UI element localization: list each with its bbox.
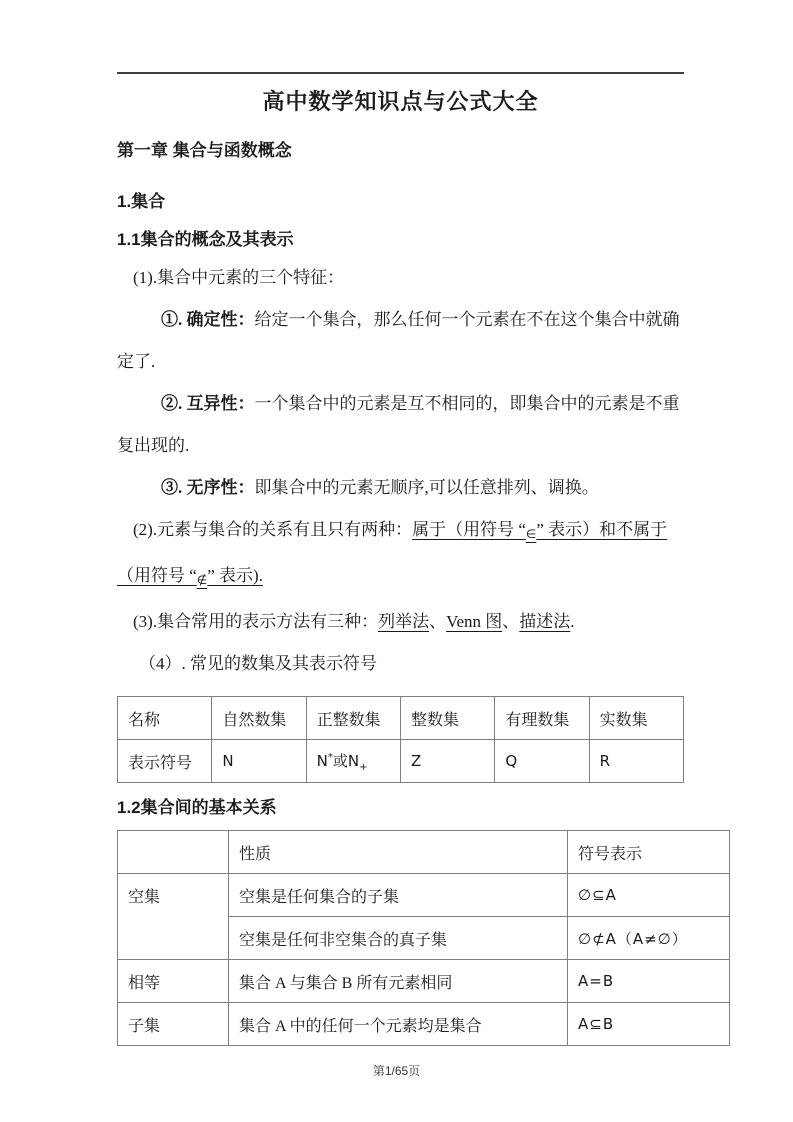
paragraph — [117, 257, 684, 299]
text-segment: ③. 无序性： — [161, 478, 255, 497]
text-segment: 即集合中的元素无顺序,可以任意排列、调换。 — [254, 478, 599, 497]
table-header-cell — [118, 831, 229, 874]
paragraph — [117, 467, 684, 509]
text-segment: 给定一个集合，那么任何一个元素在不在这个集合中就确定了. — [117, 310, 680, 371]
text-segment: 属于（用符号 “ — [412, 520, 526, 539]
table-row — [118, 874, 730, 917]
paragraph — [117, 299, 684, 383]
set-relations-table — [117, 830, 730, 1046]
text-segment: 或N — [332, 751, 360, 770]
table-header-cell: 有理数集 — [495, 697, 589, 740]
relation-symbol-cell: A=B — [568, 960, 730, 1003]
relation-name-cell: 子集 — [118, 1003, 229, 1046]
set-symbol-cell — [212, 740, 306, 783]
relation-name-cell: 空集 — [118, 874, 229, 960]
relation-property-cell: 集合 A 与集合 B 所有元素相同 — [229, 960, 568, 1003]
page-content — [117, 0, 688, 1046]
text-segment: Z — [410, 752, 422, 770]
table-header-cell: 性质 — [229, 831, 568, 874]
text-segment: (1).集合中元素的三个特征： — [133, 268, 345, 287]
page-number: 第1/65页 — [372, 1064, 421, 1078]
text-segment: ②. 互异性： — [161, 394, 255, 413]
set-symbol-cell — [589, 740, 683, 783]
section-heading-1-1: 1.1集合的概念及其表示 — [117, 230, 294, 249]
table-row — [118, 697, 684, 740]
text-segment: (2).元素与集合的关系有且只有两种： — [133, 520, 413, 539]
section-heading-1: 1.集合 — [117, 192, 166, 211]
text-segment: + — [359, 761, 368, 773]
table-row — [118, 831, 730, 874]
header-divider-line — [117, 72, 684, 74]
text-segment: Q — [505, 752, 518, 770]
document-title: 高中数学知识点与公式大全 — [262, 89, 539, 114]
table-header-cell: 正整数集 — [306, 697, 400, 740]
table-header-cell: 名称 — [118, 697, 212, 740]
text-segment: * — [327, 751, 333, 763]
table-row — [118, 960, 730, 1003]
table-header-cell: 整数集 — [400, 697, 494, 740]
relation-symbol-cell: A⊆B — [568, 1003, 730, 1046]
text-segment: ” 表示）和不属于（用符号 “ — [117, 520, 668, 585]
paragraph — [117, 601, 684, 643]
table-header-cell: 实数集 — [589, 697, 683, 740]
section-heading-1-2: 1.2集合间的基本关系 — [117, 798, 277, 817]
relation-property-cell: 空集是任何集合的子集 — [229, 874, 568, 917]
table-row — [118, 740, 684, 783]
set-symbol-cell — [306, 740, 400, 783]
text-segment: (3).集合常用的表示方法有三种： — [133, 612, 379, 631]
text-segment: Venn 图 — [446, 612, 503, 631]
relation-symbol-cell: ∅⊄A（A≠∅） — [568, 917, 730, 960]
relation-property-cell: 集合 A 中的任何一个元素均是集合 — [229, 1003, 568, 1046]
text-segment: 、 — [429, 612, 447, 631]
table-header-cell: 符号表示 — [568, 831, 730, 874]
text-segment: N — [222, 752, 234, 770]
set-symbol-cell — [400, 740, 494, 783]
table-row — [118, 1003, 730, 1046]
relation-symbol-cell: ∅⊆A — [568, 874, 730, 917]
text-segment: 列举法 — [378, 612, 430, 631]
text-segment: （4）. 常见的数集及其表示符号 — [139, 654, 377, 673]
relation-property-cell: 空集是任何非空集合的真子集 — [229, 917, 568, 960]
text-segment: . — [570, 612, 575, 631]
text-segment: ①. 确定性： — [161, 310, 255, 329]
text-segment: 、 — [502, 612, 520, 631]
paragraph — [117, 383, 684, 467]
paragraph — [117, 509, 684, 601]
table-header-cell: 自然数集 — [212, 697, 306, 740]
text-segment: N — [316, 751, 328, 770]
text-segment: 描述法 — [519, 612, 571, 631]
relation-name-cell: 相等 — [118, 960, 229, 1003]
set-symbol-cell — [495, 740, 589, 783]
body-paragraphs — [117, 257, 684, 685]
text-segment: ∉ — [196, 573, 208, 587]
number-sets-table — [117, 696, 684, 783]
paragraph — [117, 643, 684, 685]
text-segment: ” 表示). — [207, 566, 263, 585]
text-segment: R — [599, 752, 611, 770]
text-segment: ∈ — [525, 527, 537, 541]
table-cell: 表示符号 — [118, 740, 212, 783]
chapter-heading: 第一章 集合与函数概念 — [117, 141, 292, 160]
text-segment: 一个集合中的元素是互不相同的，即集合中的元素是不重复出现的. — [117, 394, 680, 455]
